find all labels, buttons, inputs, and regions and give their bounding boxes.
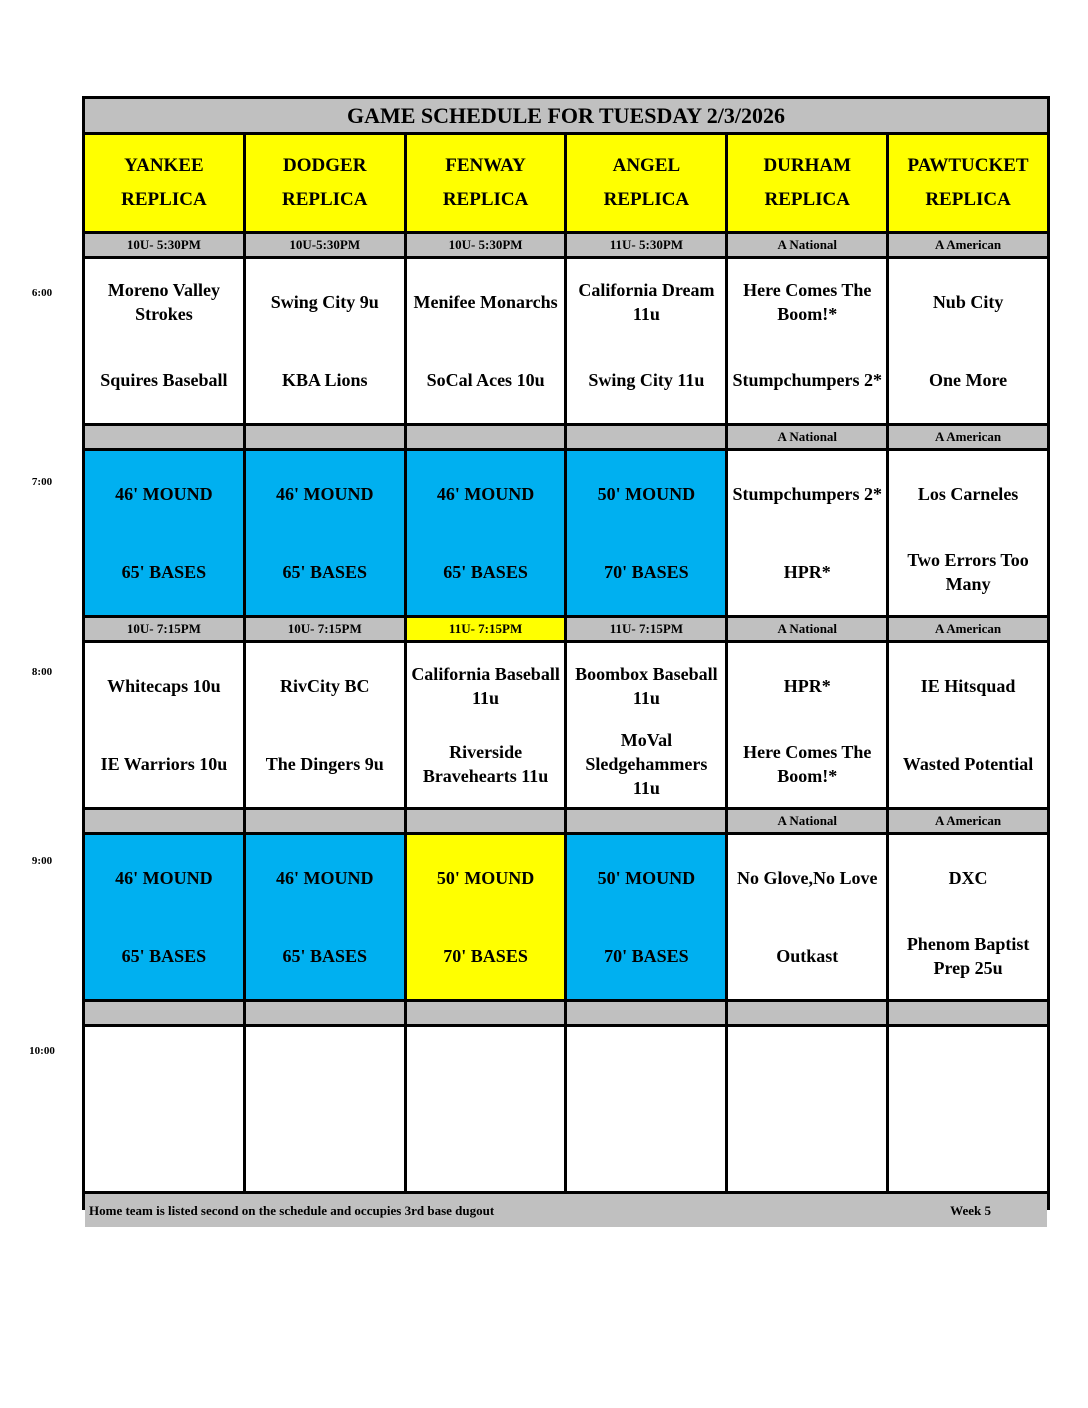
game-cell [85, 835, 243, 999]
week-label: Week 5 [950, 1202, 991, 1218]
game-cell [246, 643, 404, 807]
game-cell [246, 259, 404, 423]
division-bar: 11U- 7:15PM [567, 618, 725, 640]
field-header-durham [728, 135, 886, 231]
home-team: 70' BASES [604, 562, 689, 582]
away-team: Stumpchumpers 2* [732, 484, 882, 504]
home-team: The Dingers 9u [265, 754, 384, 774]
division-bar [85, 810, 243, 832]
game-cell [246, 835, 404, 999]
field-subtitle: REPLICA [121, 189, 207, 210]
field-name: DURHAM [763, 155, 852, 176]
away-team: Los Carneles [917, 484, 1019, 504]
field-subtitle: REPLICA [603, 189, 690, 210]
field-header-angel [567, 135, 725, 231]
field-header-pawtucket [889, 135, 1047, 231]
home-team: Swing City 11u [588, 370, 705, 390]
away-team: DXC [948, 868, 988, 888]
home-team: 65' BASES [443, 562, 528, 582]
field-subtitle: REPLICA [764, 189, 850, 210]
field-name: FENWAY [445, 155, 526, 176]
away-team: Boombox Baseball 11u [575, 664, 718, 708]
footer-bar [85, 1194, 1047, 1227]
division-bar [567, 1002, 725, 1024]
division-bar [567, 810, 725, 832]
home-team: Squires Baseball [100, 370, 228, 390]
division-bar: A American [889, 618, 1047, 640]
away-team: IE Hitsquad [920, 676, 1016, 696]
field-name: PAWTUCKET [907, 155, 1029, 176]
away-team: Whitecaps 10u [107, 676, 221, 696]
game-cell [407, 259, 565, 423]
away-team: 46' MOUND [115, 868, 213, 888]
field-name: DODGER [283, 155, 367, 176]
division-bar: 10U- 7:15PM [85, 618, 243, 640]
away-team: 50' MOUND [597, 484, 696, 504]
game-cell [728, 451, 886, 615]
division-bar [246, 426, 404, 448]
away-team: Menifee Monarchs [413, 292, 558, 312]
empty-cell [728, 1027, 886, 1191]
empty-cell [407, 1027, 565, 1191]
away-team: Moreno Valley Strokes [107, 280, 220, 324]
game-cell [85, 643, 243, 807]
game-cell [407, 835, 565, 999]
division-bar [407, 810, 565, 832]
schedule-table [82, 96, 1050, 1218]
away-team: 50' MOUND [436, 868, 535, 888]
division-bar: 10U- 7:15PM [246, 618, 404, 640]
division-bar: A National [728, 234, 886, 256]
home-team: 65' BASES [282, 562, 368, 582]
away-team: 50' MOUND [597, 868, 696, 888]
division-bar [728, 1002, 886, 1024]
field-name: ANGEL [612, 155, 681, 176]
game-cell [889, 259, 1047, 423]
field-header-fenway [407, 135, 565, 231]
division-bar: 11U- 7:15PM [407, 618, 565, 640]
division-bar [246, 810, 404, 832]
home-team: 70' BASES [443, 946, 528, 966]
division-bar [567, 426, 725, 448]
away-team: Swing City 9u [270, 292, 379, 312]
division-bar: A National [728, 618, 886, 640]
game-cell [889, 451, 1047, 615]
home-team: Wasted Potential [902, 754, 1034, 774]
home-team: MoVal Sledgehammers 11u [585, 730, 708, 798]
division-bar [407, 1002, 565, 1024]
game-cell [728, 643, 886, 807]
game-cell [246, 451, 404, 615]
game-cell [567, 643, 725, 807]
division-bar: A National [728, 810, 886, 832]
division-bar [246, 1002, 404, 1024]
away-team: 46' MOUND [115, 484, 213, 504]
empty-cell [889, 1027, 1047, 1191]
time-label-8: 8:00 [31, 666, 53, 678]
division-bar [85, 426, 243, 448]
empty-cell [246, 1027, 404, 1191]
time-label-9: 9:00 [31, 855, 53, 867]
division-bar: 11U- 5:30PM [567, 234, 725, 256]
away-team: RivCity BC [279, 676, 370, 696]
game-cell [889, 643, 1047, 807]
away-team: Here Comes The Boom!* [743, 280, 872, 324]
away-team: 46' MOUND [275, 868, 374, 888]
division-bar [407, 426, 565, 448]
home-team: SoCal Aces 10u [426, 370, 545, 390]
game-cell [567, 835, 725, 999]
away-team: 46' MOUND [275, 484, 374, 504]
away-team: 46' MOUND [436, 484, 535, 504]
away-team: No Glove,No Love [737, 868, 878, 888]
field-header-yankee [85, 135, 243, 231]
home-team: 70' BASES [604, 946, 689, 966]
game-cell [407, 451, 565, 615]
division-bar: 10U- 5:30PM [407, 234, 565, 256]
empty-cell [567, 1027, 725, 1191]
division-bar: A American [889, 426, 1047, 448]
home-team: Stumpchumpers 2* [732, 370, 882, 390]
game-cell [728, 835, 886, 999]
game-cell [85, 451, 243, 615]
division-bar: A American [889, 810, 1047, 832]
time-labels [0, 0, 84, 1408]
home-team: One More [928, 370, 1008, 390]
field-subtitle: REPLICA [442, 189, 529, 210]
home-team: Outkast [776, 946, 839, 966]
time-label-7: 7:00 [31, 476, 53, 488]
division-bar: 10U- 5:30PM [85, 234, 243, 256]
empty-cell [85, 1027, 243, 1191]
away-team: HPR* [783, 676, 831, 696]
footer-note: Home team is listed second on the schedule and occupies 3rd base dugout [89, 1202, 495, 1218]
away-team: Nub City [932, 292, 1004, 312]
home-team: Riverside Bravehearts 11u [422, 742, 549, 786]
home-team: Here Comes The Boom!* [743, 742, 872, 786]
away-team: California Baseball 11u [411, 664, 560, 708]
game-cell [728, 259, 886, 423]
home-team: IE Warriors 10u [100, 754, 228, 774]
home-team: 65' BASES [121, 562, 207, 582]
division-bar: 10U-5:30PM [246, 234, 404, 256]
game-cell [567, 451, 725, 615]
schedule-title: GAME SCHEDULE FOR TUESDAY 2/3/2026 [85, 99, 1047, 132]
division-bar [889, 1002, 1047, 1024]
home-team: Two Errors Too Many [907, 550, 1029, 594]
home-team: 65' BASES [121, 946, 207, 966]
field-subtitle: REPLICA [925, 189, 1011, 210]
home-team: Phenom Baptist Prep 25u [906, 934, 1030, 978]
division-bar: A American [889, 234, 1047, 256]
division-bar [85, 1002, 243, 1024]
away-team: California Dream 11u [578, 280, 715, 324]
game-cell [567, 259, 725, 423]
field-subtitle: REPLICA [281, 189, 368, 210]
field-header-dodger [246, 135, 404, 231]
field-name: YANKEE [124, 155, 204, 176]
game-cell [889, 835, 1047, 999]
division-bar: A National [728, 426, 886, 448]
game-cell [85, 259, 243, 423]
time-label-10: 10:00 [29, 1045, 55, 1057]
home-team: 65' BASES [282, 946, 368, 966]
home-team: KBA Lions [281, 370, 368, 390]
time-label-6: 6:00 [31, 287, 53, 299]
game-cell [407, 643, 565, 807]
home-team: HPR* [783, 562, 831, 582]
